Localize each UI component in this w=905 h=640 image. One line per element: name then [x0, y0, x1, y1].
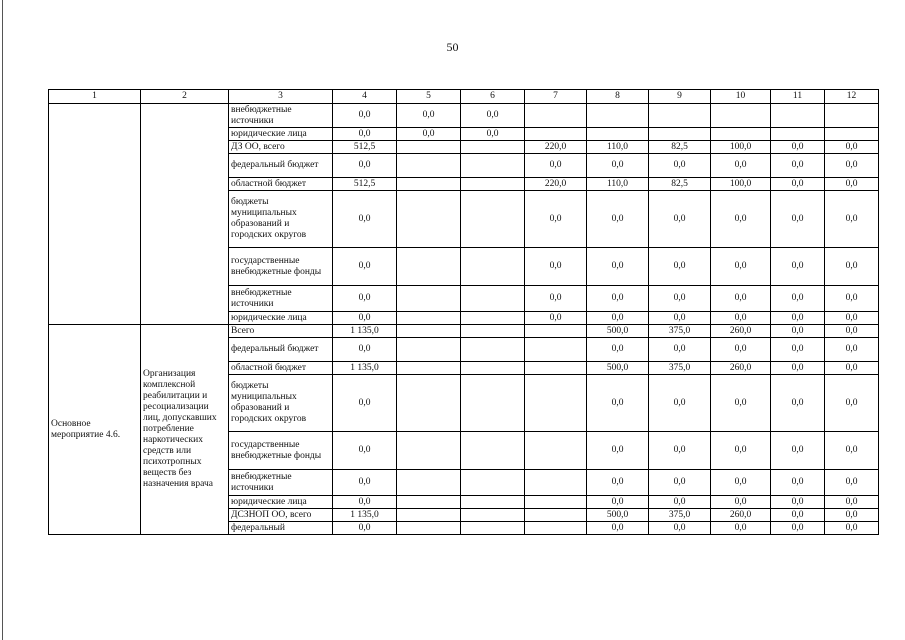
value-cell: 100,0 [711, 178, 771, 191]
value-cell [397, 362, 461, 375]
funding-source-label: внебюджетные источники [229, 104, 333, 128]
value-cell: 0,0 [649, 522, 711, 535]
value-cell: 500,0 [587, 509, 649, 522]
value-cell: 260,0 [711, 362, 771, 375]
event-description-cell: Организация комплексной реабилитации и ресоциализации лиц, допускавших потребление наркотических средств или психотропных веществ без назначения врача [141, 325, 229, 535]
value-cell [825, 128, 879, 141]
value-cell: 0,0 [587, 312, 649, 325]
column-header: 12 [825, 90, 879, 104]
column-header: 8 [587, 90, 649, 104]
value-cell: 0,0 [333, 496, 397, 509]
value-cell: 0,0 [825, 141, 879, 154]
value-cell: 0,0 [771, 509, 825, 522]
value-cell: 0,0 [711, 312, 771, 325]
value-cell [397, 522, 461, 535]
value-cell: 0,0 [649, 286, 711, 312]
value-cell [397, 496, 461, 509]
value-cell: 0,0 [825, 325, 879, 338]
funding-source-label: юридические лица [229, 496, 333, 509]
value-cell: 0,0 [649, 338, 711, 362]
value-cell: 0,0 [333, 248, 397, 286]
value-cell [461, 154, 525, 178]
value-cell [825, 104, 879, 128]
value-cell: 0,0 [711, 248, 771, 286]
value-cell [711, 104, 771, 128]
value-cell: 0,0 [771, 154, 825, 178]
value-cell [525, 509, 587, 522]
value-cell: 0,0 [771, 496, 825, 509]
value-cell: 0,0 [825, 432, 879, 470]
value-cell [397, 312, 461, 325]
value-cell: 220,0 [525, 178, 587, 191]
value-cell: 100,0 [711, 141, 771, 154]
value-cell: 0,0 [771, 338, 825, 362]
value-cell: 0,0 [649, 312, 711, 325]
column-header: 6 [461, 90, 525, 104]
value-cell: 0,0 [771, 325, 825, 338]
value-cell: 0,0 [525, 286, 587, 312]
value-cell: 0,0 [771, 286, 825, 312]
value-cell: 220,0 [525, 141, 587, 154]
column-header: 11 [771, 90, 825, 104]
funding-source-label: федеральный [229, 522, 333, 535]
value-cell: 500,0 [587, 362, 649, 375]
value-cell: 0,0 [525, 312, 587, 325]
value-cell: 260,0 [711, 509, 771, 522]
value-cell: 0,0 [525, 248, 587, 286]
value-cell: 0,0 [649, 432, 711, 470]
value-cell: 0,0 [711, 191, 771, 248]
funding-source-label: государственные внебюджетные фонды [229, 248, 333, 286]
value-cell [397, 178, 461, 191]
value-cell [525, 325, 587, 338]
value-cell: 0,0 [333, 470, 397, 496]
value-cell: 0,0 [771, 178, 825, 191]
value-cell: 0,0 [825, 496, 879, 509]
value-cell: 0,0 [825, 509, 879, 522]
value-cell: 0,0 [587, 338, 649, 362]
value-cell: 260,0 [711, 325, 771, 338]
value-cell [461, 286, 525, 312]
value-cell: 110,0 [587, 141, 649, 154]
value-cell: 0,0 [711, 432, 771, 470]
value-cell [397, 248, 461, 286]
value-cell: 0,0 [333, 375, 397, 432]
value-cell: 0,0 [825, 362, 879, 375]
value-cell [461, 248, 525, 286]
value-cell: 0,0 [587, 470, 649, 496]
value-cell: 1 135,0 [333, 325, 397, 338]
value-cell: 0,0 [649, 154, 711, 178]
value-cell: 0,0 [825, 154, 879, 178]
value-cell [461, 338, 525, 362]
value-cell: 0,0 [771, 248, 825, 286]
column-header: 3 [229, 90, 333, 104]
value-cell: 0,0 [397, 104, 461, 128]
table-row [49, 104, 879, 128]
event-name-cell: Основное мероприятие 4.6. [49, 325, 141, 535]
value-cell: 0,0 [711, 522, 771, 535]
value-cell: 0,0 [587, 248, 649, 286]
funding-source-label: ДЗ ОО, всего [229, 141, 333, 154]
value-cell [461, 375, 525, 432]
value-cell: 0,0 [771, 522, 825, 535]
empty-event-cell [49, 104, 141, 325]
value-cell [525, 362, 587, 375]
value-cell [461, 432, 525, 470]
funding-source-label: юридические лица [229, 312, 333, 325]
value-cell: 0,0 [711, 286, 771, 312]
funding-source-label: ДСЗНОП ОО, всего [229, 509, 333, 522]
column-header: 10 [711, 90, 771, 104]
funding-source-label: федеральный бюджет [229, 338, 333, 362]
value-cell: 0,0 [825, 178, 879, 191]
value-cell [525, 432, 587, 470]
funding-source-label: внебюджетные источники [229, 286, 333, 312]
value-cell: 0,0 [461, 104, 525, 128]
value-cell: 0,0 [771, 432, 825, 470]
value-cell [461, 362, 525, 375]
value-cell [461, 191, 525, 248]
value-cell: 82,5 [649, 178, 711, 191]
value-cell [525, 104, 587, 128]
value-cell [587, 128, 649, 141]
value-cell: 0,0 [587, 286, 649, 312]
value-cell: 0,0 [649, 470, 711, 496]
value-cell: 0,0 [711, 375, 771, 432]
value-cell [461, 509, 525, 522]
value-cell [461, 496, 525, 509]
value-cell: 0,0 [771, 375, 825, 432]
value-cell: 0,0 [333, 432, 397, 470]
value-cell [525, 128, 587, 141]
value-cell: 110,0 [587, 178, 649, 191]
value-cell [397, 338, 461, 362]
value-cell [771, 128, 825, 141]
value-cell: 82,5 [649, 141, 711, 154]
funding-source-label: бюджеты муниципальных образований и городских округов [229, 191, 333, 248]
value-cell [397, 286, 461, 312]
value-cell [397, 154, 461, 178]
value-cell: 1 135,0 [333, 362, 397, 375]
header-row [49, 90, 879, 104]
value-cell: 0,0 [587, 154, 649, 178]
value-cell: 0,0 [461, 128, 525, 141]
value-cell: 0,0 [771, 470, 825, 496]
column-header: 9 [649, 90, 711, 104]
value-cell [525, 338, 587, 362]
value-cell: 0,0 [649, 375, 711, 432]
value-cell [461, 141, 525, 154]
value-cell: 0,0 [825, 375, 879, 432]
value-cell: 0,0 [825, 286, 879, 312]
column-header: 7 [525, 90, 587, 104]
table-row [49, 325, 879, 338]
value-cell [461, 312, 525, 325]
value-cell: 375,0 [649, 325, 711, 338]
value-cell: 0,0 [649, 191, 711, 248]
value-cell: 0,0 [771, 312, 825, 325]
value-cell: 0,0 [587, 375, 649, 432]
page-number: 50 [446, 40, 459, 54]
funding-source-label: областной бюджет [229, 178, 333, 191]
value-cell: 0,0 [587, 432, 649, 470]
value-cell: 500,0 [587, 325, 649, 338]
value-cell: 375,0 [649, 509, 711, 522]
value-cell [525, 470, 587, 496]
value-cell [461, 178, 525, 191]
column-header: 4 [333, 90, 397, 104]
value-cell: 0,0 [825, 248, 879, 286]
funding-source-label: областной бюджет [229, 362, 333, 375]
empty-description-cell [141, 104, 229, 325]
value-cell: 0,0 [587, 496, 649, 509]
value-cell: 0,0 [711, 470, 771, 496]
budget-table [48, 89, 879, 535]
value-cell: 375,0 [649, 362, 711, 375]
value-cell [397, 141, 461, 154]
value-cell [397, 470, 461, 496]
value-cell [461, 325, 525, 338]
value-cell: 0,0 [825, 191, 879, 248]
value-cell: 0,0 [711, 496, 771, 509]
value-cell [461, 470, 525, 496]
value-cell [397, 509, 461, 522]
value-cell [587, 104, 649, 128]
value-cell [397, 191, 461, 248]
value-cell: 0,0 [825, 470, 879, 496]
value-cell: 1 135,0 [333, 509, 397, 522]
column-header: 5 [397, 90, 461, 104]
value-cell: 0,0 [333, 522, 397, 535]
value-cell [397, 375, 461, 432]
value-cell: 0,0 [771, 362, 825, 375]
value-cell: 0,0 [711, 338, 771, 362]
value-cell: 0,0 [825, 312, 879, 325]
value-cell [397, 432, 461, 470]
page-edge-line [2, 0, 3, 640]
funding-source-label: бюджеты муниципальных образований и городских округов [229, 375, 333, 432]
value-cell: 0,0 [711, 154, 771, 178]
funding-source-label: Всего [229, 325, 333, 338]
funding-source-label: федеральный бюджет [229, 154, 333, 178]
funding-source-label: государственные внебюджетные фонды [229, 432, 333, 470]
value-cell: 0,0 [525, 191, 587, 248]
value-cell: 0,0 [771, 141, 825, 154]
value-cell: 0,0 [333, 104, 397, 128]
value-cell: 0,0 [333, 128, 397, 141]
value-cell: 0,0 [525, 154, 587, 178]
value-cell [461, 522, 525, 535]
value-cell [649, 128, 711, 141]
value-cell: 0,0 [771, 191, 825, 248]
value-cell: 512,5 [333, 178, 397, 191]
value-cell: 0,0 [333, 154, 397, 178]
value-cell [397, 325, 461, 338]
value-cell: 0,0 [333, 338, 397, 362]
funding-source-label: внебюджетные источники [229, 470, 333, 496]
column-header: 1 [49, 90, 141, 104]
value-cell [525, 375, 587, 432]
value-cell: 0,0 [333, 191, 397, 248]
value-cell: 0,0 [649, 496, 711, 509]
value-cell: 0,0 [825, 522, 879, 535]
value-cell: 512,5 [333, 141, 397, 154]
value-cell [649, 104, 711, 128]
value-cell [711, 128, 771, 141]
value-cell [525, 496, 587, 509]
value-cell: 0,0 [587, 191, 649, 248]
funding-source-label: юридические лица [229, 128, 333, 141]
value-cell [525, 522, 587, 535]
value-cell [771, 104, 825, 128]
value-cell: 0,0 [333, 286, 397, 312]
value-cell: 0,0 [825, 338, 879, 362]
column-header: 2 [141, 90, 229, 104]
value-cell: 0,0 [397, 128, 461, 141]
value-cell: 0,0 [587, 522, 649, 535]
value-cell: 0,0 [649, 248, 711, 286]
value-cell: 0,0 [333, 312, 397, 325]
